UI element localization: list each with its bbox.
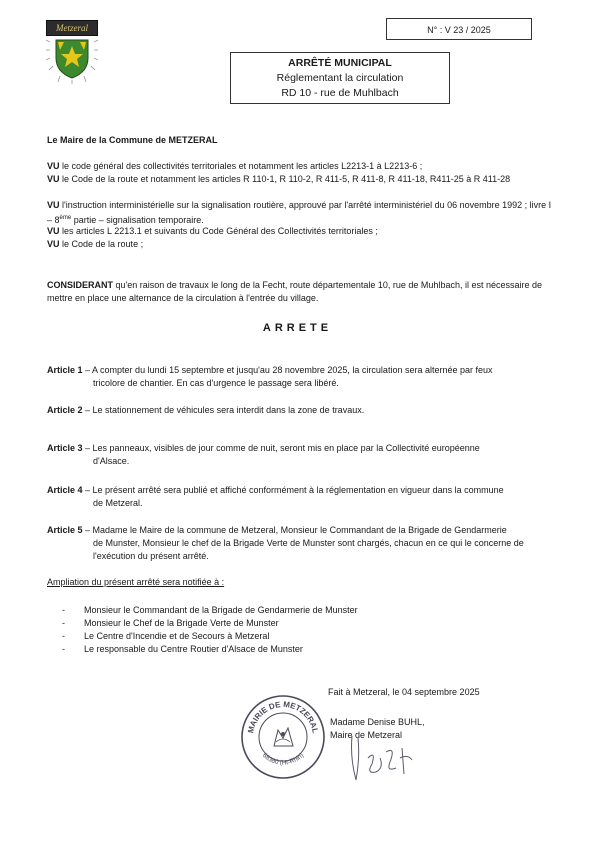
article-3 (47, 442, 557, 468)
list-item (62, 630, 358, 643)
article-text: – Madame le Maire de la commune de Metzeral, Monsieur le Commandant de la Brigade de Gendarmerie (82, 525, 507, 535)
vu-keyword: VU (47, 161, 60, 171)
list-item (62, 604, 358, 617)
vu-keyword: VU (47, 239, 60, 249)
vu-clause-4 (47, 225, 555, 238)
recipient-text: Le responsable du Centre Routier d'Alsace de Munster (84, 644, 303, 654)
article-label: Article 3 (47, 443, 83, 453)
reference-number: N° : V 23 / 2025 (386, 18, 532, 40)
logo-band: Metzeral (46, 20, 98, 36)
article-text: – Le stationnement de véhicules sera interdit dans la zone de travaux. (82, 405, 365, 415)
considerant-text: qu'en raison de travaux le long de la Fecht, route départementale 10, rue de Muhlbach, il est nécessaire de mettre en place une alternance de la circulation à l'entrée du village. (47, 280, 542, 303)
vu-text: l'instruction interministérielle sur la signalisation routière, approuvé par l'arrêté interministériel du 06 novembre 1992 ; livre I – 8 (47, 200, 552, 225)
article-5 (47, 524, 557, 563)
list-item (62, 617, 358, 630)
ampliation-heading: Ampliation du présent arrêté sera notifiée à : (47, 577, 225, 587)
vu-clause-5 (47, 238, 555, 251)
document-subtitle-2: RD 10 - rue de Muhlbach (281, 87, 399, 99)
list-marker: - (62, 644, 65, 654)
article-text-cont: de Metzeral. (93, 498, 143, 508)
article-text: – Les panneaux, visibles de jour comme de nuit, seront mis en place par la Collectivité européenne (82, 443, 480, 453)
article-text-cont: d'Alsace. (93, 456, 130, 466)
vu-keyword: VU (47, 174, 60, 184)
stamp-bottom-text: 68380 (Ht-Rhin) (260, 751, 306, 767)
article-1 (47, 364, 557, 390)
article-text-cont: tricolore de chantier. En cas d'urgence le passage sera libéré. (93, 378, 339, 388)
article-4 (47, 484, 557, 510)
mayor-intro: Le Maire de la Commune de METZERAL (47, 135, 218, 145)
vu-superscript: ème (59, 215, 72, 221)
coat-of-arms-icon (46, 36, 98, 84)
vu-clause-2 (47, 173, 555, 186)
handwritten-signature-icon (346, 728, 426, 788)
signatory-name: Madame Denise BUHL, (330, 717, 425, 727)
vu-text: le code général des collectivités territoriales et notamment les articles L2213-1 à L2213-6 ; (59, 161, 423, 171)
vu-keyword: VU (47, 226, 60, 236)
recipient-text: Monsieur le Chef de la Brigade Verte de Munster (84, 618, 279, 628)
vu-text: le Code de la route et notamment les articles R 110-1, R 110-2, R 411-5, R 411-8, R 411-18, R411-25 à R 411-28 (59, 174, 511, 184)
document-title: ARRÊTÉ MUNICIPAL (288, 57, 392, 69)
official-stamp-icon (240, 694, 326, 780)
list-marker: - (62, 631, 65, 641)
place-date: Fait à Metzeral, le 04 septembre 2025 (328, 687, 480, 697)
article-2 (47, 404, 557, 417)
vu-clause-3 (47, 199, 555, 227)
article-label: Article 2 (47, 405, 83, 415)
vu-clause-1 (47, 160, 555, 173)
recipient-list (62, 604, 358, 656)
vu-text: le Code de la route ; (59, 239, 144, 249)
article-text: – Le présent arrêté sera publié et affiché conformément à la réglementation en vigueur dans la commune (82, 485, 504, 495)
article-text-cont: de Munster, Monsieur le chef de la Brigade Verte de Munster sont chargés, chacun en ce qui le concerne de l'exécution du présent arrêté. (93, 538, 524, 561)
list-item (62, 643, 358, 656)
article-label: Article 4 (47, 485, 83, 495)
vu-keyword: VU (47, 200, 60, 210)
municipal-logo (46, 20, 98, 89)
vu-text: les articles L 2213.1 et suivants du Code Général des Collectivités territoriales ; (59, 226, 378, 236)
title-box (230, 52, 450, 104)
list-marker: - (62, 618, 65, 628)
considerant-keyword: CONSIDERANT (47, 280, 114, 290)
arrete-heading: ARRETE (262, 322, 333, 334)
signatory-role: Maire de Metzeral (330, 730, 403, 740)
article-text: – A compter du lundi 15 septembre et jusqu'au 28 novembre 2025, la circulation sera alternée par feux (82, 365, 493, 375)
considerant-clause (47, 279, 555, 305)
stamp-top-text: MAIRIE DE METZERAL (246, 699, 320, 735)
svg-text:68380 (Ht-Rhin) (261, 752, 305, 767)
recipient-text: Monsieur le Commandant de la Brigade de Gendarmerie de Munster (84, 605, 358, 615)
recipient-text: Le Centre d'Incendie et de Secours à Metzeral (84, 631, 270, 641)
document-subtitle-1: Réglementant la circulation (276, 72, 404, 84)
article-label: Article 5 (47, 525, 83, 535)
article-label: Article 1 (47, 365, 83, 375)
list-marker: - (62, 605, 65, 615)
vu-text-cont: partie – signalisation temporaire. (71, 215, 204, 225)
